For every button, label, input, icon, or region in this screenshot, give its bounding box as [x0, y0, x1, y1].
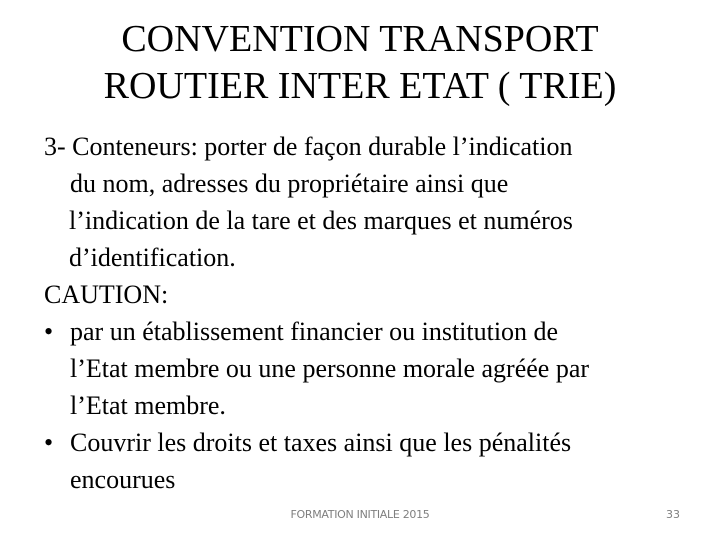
point-3-line-3: l’indication de la tare et des marques et numéros — [69, 206, 573, 235]
page-number: 33 — [666, 508, 680, 521]
slide-footer: FORMATION INITIALE 2015 — [290, 508, 430, 521]
slide-title — [40, 16, 680, 110]
bullet-1-line-1: par un établissement financier ou institution de — [70, 317, 559, 346]
bullet-2-line-2: encourues — [70, 465, 176, 494]
bullet-item-1 — [44, 313, 684, 424]
point-3-line-4: d’identification. — [69, 243, 236, 272]
slide-title-line-1: CONVENTION TRANSPORT — [121, 18, 599, 60]
point-3-line-1: 3- Conteneurs: porter de façon durable l’indication — [44, 132, 573, 161]
bullet-1-line-2: l’Etat membre ou une personne morale agréée par — [70, 354, 590, 383]
point-3-line-2: du nom, adresses du propriétaire ainsi que — [70, 169, 509, 198]
caution-heading: CAUTION: — [44, 280, 169, 309]
bullet-1-line-3: l’Etat membre. — [70, 391, 226, 420]
bullet-icon: • — [44, 317, 54, 346]
bullet-icon: • — [44, 428, 54, 457]
bullet-2-line-1: Couvrir les droits et taxes ainsi que les pénalités — [70, 428, 572, 457]
bullet-item-2 — [44, 424, 684, 498]
slide-body — [44, 128, 684, 498]
slide-title-line-2: ROUTIER INTER ETAT ( TRIE) — [103, 65, 617, 107]
point-3-paragraph — [44, 128, 684, 276]
